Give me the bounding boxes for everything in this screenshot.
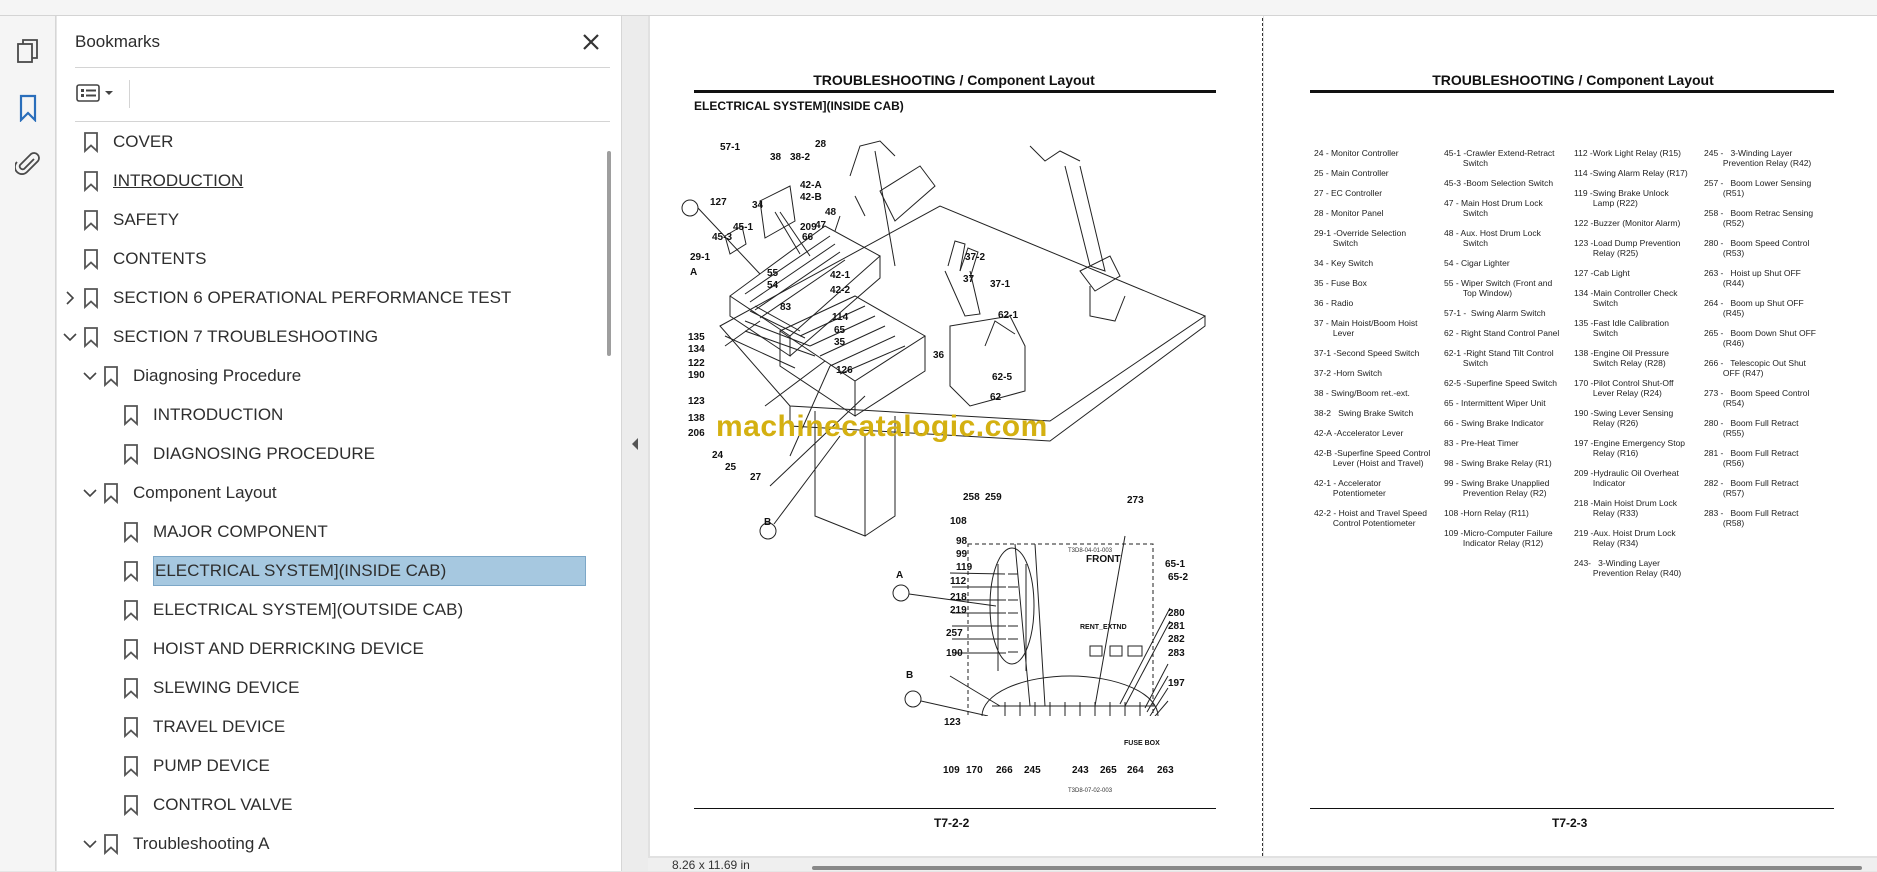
diagram-callout: 42-1 <box>830 270 851 281</box>
section-subheading: ELECTRICAL SYSTEM](INSIDE CAB) <box>694 99 904 113</box>
diagram-callout: 114 <box>832 312 849 323</box>
diagram-callout: 126 <box>836 365 853 376</box>
legend-entry: 83 - Pre-Heat Timer <box>1444 438 1519 448</box>
tree-spacer <box>61 133 79 151</box>
diagram-callout: 119 <box>956 562 973 573</box>
legend-entry: 42-2 - Hoist and Travel Speed Control Potentiometer <box>1314 508 1427 528</box>
diagram-callout: 65-1 <box>1165 559 1186 570</box>
diagram-callout: 112 <box>950 576 967 587</box>
legend-entry: 123 -Load Dump Prevention Relay (R25) <box>1574 238 1681 258</box>
bookmark-label: DIAGNOSING PROCEDURE <box>153 444 375 463</box>
figure-code: T3D8-07-02-003 <box>1068 788 1113 794</box>
page-title: TROUBLESHOOTING / Component Layout <box>813 72 1095 88</box>
bookmark-item[interactable] <box>61 204 179 236</box>
bookmarks-panel-button[interactable] <box>12 92 44 124</box>
tree-spacer <box>61 211 79 229</box>
figure-code: T3D8-04-01-003 <box>1068 548 1113 554</box>
legend-entry: 62-5 -Superfine Speed Switch <box>1444 378 1557 388</box>
tree-spacer <box>101 757 119 775</box>
legend-entry: 42-B -Superfine Speed Control Lever (Hoist and Travel) <box>1314 448 1431 468</box>
page-number: T7-2-3 <box>1552 816 1588 830</box>
pages-panel-button[interactable] <box>12 36 44 68</box>
legend-entry: 98 - Swing Brake Relay (R1) <box>1444 458 1552 468</box>
tree-spacer <box>101 718 119 736</box>
tree-spacer <box>101 445 119 463</box>
bookmark-label: SLEWING DEVICE <box>153 678 300 697</box>
legend-entry: 37 - Main Hoist/Boom Hoist Lever <box>1314 318 1418 338</box>
page-divider <box>1262 18 1263 856</box>
legend-entry: 108 -Horn Relay (R11) <box>1444 508 1529 518</box>
diagram-callout: 170 <box>966 765 983 776</box>
diagram-callout: 28 <box>815 139 827 150</box>
bookmark-item[interactable] <box>61 321 378 353</box>
diagram-callout: 42-B <box>800 192 822 203</box>
legend-entry: 109 -Micro-Computer Failure Indicator Relay (R12) <box>1444 528 1553 548</box>
bookmark-icon <box>123 560 141 582</box>
title-rule <box>1310 90 1834 93</box>
legend-entry: 266 - Telescopic Out Shut OFF (R47) <box>1704 358 1806 378</box>
legend-entry: 264 - Boom up Shut OFF (R45) <box>1704 298 1804 318</box>
diagram-callout: A <box>690 267 698 278</box>
watermark: machinecatalogic.com <box>716 410 1048 443</box>
bookmark-icon <box>123 443 141 465</box>
horizontal-scrollbar-thumb[interactable] <box>812 866 1862 870</box>
diagram-callout: 45-3 <box>712 232 733 243</box>
tree-spacer <box>101 640 119 658</box>
diagram-callout: 281 <box>1168 621 1185 632</box>
close-panel-button[interactable] <box>579 30 603 54</box>
legend-entry: 48 - Aux. Host Drum Lock Switch <box>1444 228 1541 248</box>
diagram-callout: 190 <box>688 370 705 381</box>
diagram-callout: 123 <box>688 396 705 407</box>
legend-column <box>1314 148 1442 538</box>
bookmark-label: ELECTRICAL SYSTEM](INSIDE CAB) <box>153 556 586 586</box>
bookmark-item[interactable] <box>101 516 328 548</box>
caret-left-icon <box>630 437 640 451</box>
diagram-callout: 135 <box>688 332 705 343</box>
diagram-callout: 197 <box>1168 678 1185 689</box>
bookmark-item[interactable] <box>101 711 285 743</box>
diagram-callout: 24 <box>712 450 724 461</box>
diagram-callout: 66 <box>802 232 814 243</box>
diagram-callout: FUSE BOX <box>1124 740 1160 747</box>
diagram-callout: 259 <box>985 492 1002 503</box>
bookmark-label: COVER <box>113 132 174 151</box>
legend-entry: 135 -Fast Idle Calibration Switch <box>1574 318 1669 338</box>
diagram-callout: 99 <box>956 549 968 560</box>
bookmark-item[interactable] <box>101 672 299 704</box>
page-title: TROUBLESHOOTING / Component Layout <box>1432 72 1714 88</box>
diagram-callout: B <box>906 670 914 681</box>
diagram-callout: 209 <box>800 222 817 233</box>
diagram-callout: 245 <box>1024 765 1041 776</box>
legend-entry: 65 - Intermittent Wiper Unit <box>1444 398 1546 408</box>
bookmark-item[interactable] <box>101 555 586 587</box>
diagram-callout: 266 <box>996 765 1013 776</box>
diagram-callout: 258 <box>963 492 980 503</box>
diagram-callout: 62-5 <box>992 372 1013 383</box>
legend-entry: 209 -Hydraulic Oil Overheat Indicator <box>1574 468 1679 488</box>
diagram-callout: 190 <box>946 648 963 659</box>
bookmark-item[interactable] <box>61 282 511 314</box>
tree-spacer <box>101 679 119 697</box>
legend-entry: 38 - Swing/Boom ret.-ext. <box>1314 388 1410 398</box>
diagram-callout: 218 <box>950 592 967 603</box>
legend-entry: 25 - Main Controller <box>1314 168 1389 178</box>
bookmark-label: CONTENTS <box>113 249 207 268</box>
legend-entry: 265 - Boom Down Shut OFF (R46) <box>1704 328 1816 348</box>
legend-column <box>1704 148 1832 538</box>
legend-entry: 190 -Swing Lever Sensing Relay (R26) <box>1574 408 1674 428</box>
legend-entry: 55 - Wiper Switch (Front and Top Window) <box>1444 278 1553 298</box>
diagram-callout: 29-1 <box>690 252 711 263</box>
legend-entry: 29-1 -Override Selection Switch <box>1314 228 1407 248</box>
bookmark-icon <box>103 365 121 387</box>
bookmark-icon <box>83 326 101 348</box>
legend-entry: 197 -Engine Emergency Stop Relay (R16) <box>1574 438 1686 458</box>
legend-entry: 257 - Boom Lower Sensing (R51) <box>1704 178 1812 198</box>
legend-entry: 34 - Key Switch <box>1314 258 1374 268</box>
diagram-callout: 38-2 <box>790 152 811 163</box>
legend-entry: 170 -Pilot Control Shut-Off Lever Relay (R24) <box>1574 378 1674 398</box>
legend-entry: 62 - Right Stand Control Panel <box>1444 328 1560 338</box>
toolbar-divider <box>129 80 130 108</box>
close-icon <box>579 30 603 54</box>
legend-entry: 27 - EC Controller <box>1314 188 1383 198</box>
bookmark-scrollbar-thumb[interactable] <box>607 151 611 356</box>
legend-entry: 134 -Main Controller Check Switch <box>1574 288 1678 308</box>
legend-entry: 42-1 - Accelerator Potentiometer <box>1314 478 1386 498</box>
bookmark-label: SAFETY <box>113 210 180 229</box>
legend-entry: 138 -Engine Oil Pressure Switch Relay (R28) <box>1574 348 1669 368</box>
bookmark-label: Component Layout <box>133 483 277 502</box>
diagram-callout: 283 <box>1168 648 1185 659</box>
legend-entry: 45-1 -Crawler Extend-Retract Switch <box>1444 148 1555 168</box>
bookmark-icon <box>123 755 141 777</box>
bookmark-icon <box>123 716 141 738</box>
legend-entry: 24 - Monitor Controller <box>1314 148 1399 158</box>
legend-entry: 54 - Cigar Lighter <box>1444 258 1510 268</box>
collapse-panel-button[interactable] <box>622 16 648 871</box>
bookmark-item[interactable] <box>81 828 269 860</box>
diagram-callout: 265 <box>1100 765 1117 776</box>
bookmark-label: PUMP DEVICE <box>153 756 270 775</box>
page-number: T7-2-2 <box>934 816 970 830</box>
diagram-callout: 83 <box>780 302 792 313</box>
footer-rule <box>694 808 1216 811</box>
legend-entry: 245 - 3-Winding Layer Prevention Relay (R42) <box>1704 148 1812 168</box>
bookmark-label: INTRODUCTION <box>113 171 244 190</box>
tree-spacer <box>101 562 119 580</box>
bookmark-item[interactable] <box>61 165 243 197</box>
diagram-callout: 109 <box>943 765 960 776</box>
bookmark-item[interactable] <box>101 750 270 782</box>
diagram-callout: 263 <box>1157 765 1174 776</box>
legend-entry: 38-2 Swing Brake Switch <box>1314 408 1414 418</box>
footer-rule <box>1310 808 1834 811</box>
bookmark-label: Troubleshooting A <box>133 834 270 853</box>
diagram-callout: 42-2 <box>830 285 851 296</box>
bookmark-item[interactable] <box>101 789 293 821</box>
legend-entry: 282 - Boom Full Retract (R57) <box>1704 478 1799 498</box>
diagram-callout: 264 <box>1127 765 1144 776</box>
diagram-callout: 98 <box>956 536 968 547</box>
diagram-callout: 62 <box>990 392 1002 403</box>
legend-entry: 280 - Boom Full Retract (R55) <box>1704 418 1799 438</box>
diagram-callout: 273 <box>1127 495 1144 506</box>
diagram-callout: B <box>764 517 772 528</box>
bookmark-item[interactable] <box>101 399 283 431</box>
legend-entry: 283 - Boom Full Retract (R58) <box>1704 508 1799 528</box>
legend-entry: 112 -Work Light Relay (R15) <box>1574 148 1681 158</box>
legend-entry: 62-1 -Right Stand Tilt Control Switch <box>1444 348 1554 368</box>
legend-entry: 45-3 -Boom Selection Switch <box>1444 178 1554 188</box>
bookmark-icon <box>83 131 101 153</box>
legend-entry: 263 - Hoist up Shut OFF (R44) <box>1704 268 1801 288</box>
bookmark-item[interactable] <box>101 594 463 626</box>
bookmark-item[interactable] <box>61 126 173 158</box>
bookmark-label: Diagnosing Procedure <box>133 366 302 385</box>
tree-spacer <box>101 796 119 814</box>
chevron-down-icon[interactable] <box>81 835 99 853</box>
diagram-callout: 219 <box>950 605 967 616</box>
legend-entry: 122 -Buzzer (Monitor Alarm) <box>1574 218 1681 228</box>
legend-column <box>1574 148 1702 588</box>
tree-spacer <box>61 172 79 190</box>
bookmark-label: SECTION 7 TROUBLESHOOTING <box>113 327 379 346</box>
tree-spacer <box>101 523 119 541</box>
legend-entry: 219 -Aux. Hoist Drum Lock Relay (R34) <box>1574 528 1676 548</box>
bookmark-icon <box>17 94 39 122</box>
panel-divider <box>75 67 610 68</box>
diagram-callout: 206 <box>688 428 705 439</box>
bookmark-label: MAJOR COMPONENT <box>153 522 328 541</box>
tree-spacer <box>61 250 79 268</box>
bookmark-icon <box>123 599 141 621</box>
bookmark-icon <box>123 794 141 816</box>
chevron-down-icon[interactable] <box>81 367 99 385</box>
diagram-callout: A <box>896 570 904 581</box>
diagram-callout: 38 <box>770 152 782 163</box>
chevron-down-icon[interactable] <box>81 484 99 502</box>
diagram-callout: 27 <box>750 472 762 483</box>
attachments-panel-button[interactable] <box>12 148 44 180</box>
diagram-callout: 34 <box>752 200 764 211</box>
legend-entry: 35 - Fuse Box <box>1314 278 1367 288</box>
diagram-callout: 25 <box>725 462 737 473</box>
diagram-callout: 37 <box>963 274 975 285</box>
legend-entry: 28 - Monitor Panel <box>1314 208 1384 218</box>
legend-entry: 57-1 - Swing Alarm Switch <box>1444 308 1546 318</box>
diagram-callout: 282 <box>1168 634 1185 645</box>
diagram-callout: 35 <box>834 337 846 348</box>
legend-entry: 119 -Swing Brake Unlock Lamp (R22) <box>1574 188 1669 208</box>
bookmark-item[interactable] <box>101 633 424 665</box>
bookmark-icon <box>103 482 121 504</box>
navigation-rail <box>0 16 56 871</box>
diagram-callout: 37-1 <box>990 279 1011 290</box>
diagram-callout: 36 <box>933 350 945 361</box>
diagram-callout: RENT_EXTND <box>1080 624 1127 631</box>
legend-entry: 127 -Cab Light <box>1574 268 1630 278</box>
diagram-callout: 108 <box>950 516 967 527</box>
legend-entry: 114 -Swing Alarm Relay (R17) <box>1574 168 1688 178</box>
chevron-down-icon[interactable] <box>61 328 79 346</box>
legend-entry: 37-2 -Horn Switch <box>1314 368 1383 378</box>
bookmark-item[interactable] <box>101 438 375 470</box>
bookmark-label: INTRODUCTION <box>153 405 284 424</box>
bookmark-label: SECTION 6 OPERATIONAL PERFORMANCE TEST <box>113 288 512 307</box>
bookmark-label: HOIST AND DERRICKING DEVICE <box>153 639 424 658</box>
legend-entry: 36 - Radio <box>1314 298 1354 308</box>
diagram-callout: 243 <box>1072 765 1089 776</box>
legend-entry: 42-A -Accelerator Lever <box>1314 428 1404 438</box>
legend-entry: 99 - Swing Brake Unapplied Prevention Relay (R2) <box>1444 478 1550 498</box>
legend-entry: 37-1 -Second Speed Switch <box>1314 348 1420 358</box>
bookmark-icon <box>123 677 141 699</box>
diagram-callout: 45-1 <box>733 222 754 233</box>
tree-spacer <box>101 601 119 619</box>
page-size-label: 8.26 x 11.69 in <box>672 858 750 872</box>
bookmark-icon <box>83 170 101 192</box>
list-options-icon <box>75 82 119 104</box>
bookmark-icon <box>123 521 141 543</box>
diagram-callout: 57-1 <box>720 142 741 153</box>
diagram-callout: 122 <box>688 358 705 369</box>
bookmark-label: TRAVEL DEVICE <box>153 717 286 736</box>
bookmark-item[interactable] <box>81 360 301 392</box>
bookmark-item[interactable] <box>81 477 277 509</box>
diagram-callout: 37-2 <box>965 252 986 263</box>
panel-divider <box>75 121 610 122</box>
legend-entry: 243- 3-Winding Layer Prevention Relay (R40) <box>1574 558 1682 578</box>
diagram-callout: 65-2 <box>1168 572 1189 583</box>
bookmark-icon <box>123 404 141 426</box>
diagram-callout: 138 <box>688 413 705 424</box>
bookmark-label: CONTROL VALVE <box>153 795 293 814</box>
bookmark-icon <box>83 209 101 231</box>
diagram-callout: 65 <box>834 325 846 336</box>
bookmark-label: ELECTRICAL SYSTEM](OUTSIDE CAB) <box>153 600 464 619</box>
diagram-callout: 134 <box>688 344 705 355</box>
diagram-callout: FRONT <box>1086 554 1121 565</box>
top-toolbar <box>0 0 1877 16</box>
diagram-callout: 42-A <box>800 180 822 191</box>
diagram-callout: 54 <box>767 280 779 291</box>
legend-entry: 280 - Boom Speed Control (R53) <box>1704 238 1810 258</box>
diagram-callout: 127 <box>710 197 727 208</box>
bookmark-item[interactable] <box>61 243 207 275</box>
diagram-callout: 47 <box>815 220 827 231</box>
tree-spacer <box>101 406 119 424</box>
legend-entry: 281 - Boom Full Retract (R56) <box>1704 448 1799 468</box>
legend-entry: 218 -Main Hoist Drum Lock Relay (R33) <box>1574 498 1677 518</box>
legend-entry: 273 - Boom Speed Control (R54) <box>1704 388 1810 408</box>
bookmark-icon <box>83 287 101 309</box>
bookmark-icon <box>103 833 121 855</box>
diagram-callout: 48 <box>825 207 837 218</box>
legend-entry: 47 - Main Host Drum Lock Switch <box>1444 198 1543 218</box>
pages-icon <box>15 38 41 66</box>
diagram-callout: 55 <box>767 268 779 279</box>
bookmarks-panel <box>57 16 622 871</box>
bookmark-icon <box>83 248 101 270</box>
bookmark-options-button[interactable] <box>75 80 119 106</box>
legend-entry: 258 - Boom Retrac Sensing (R52) <box>1704 208 1814 228</box>
diagram-callout: 123 <box>944 717 961 728</box>
panel-title: Bookmarks <box>75 32 161 51</box>
diagram-callout: 280 <box>1168 608 1185 619</box>
diagram-callout: 62-1 <box>998 310 1019 321</box>
legend-column <box>1444 148 1572 558</box>
chevron-right-icon[interactable] <box>61 289 79 307</box>
diagram-callout: 257 <box>946 628 963 639</box>
bookmark-icon <box>123 638 141 660</box>
legend-entry: 66 - Swing Brake Indicator <box>1444 418 1544 428</box>
paperclip-icon <box>15 150 41 178</box>
